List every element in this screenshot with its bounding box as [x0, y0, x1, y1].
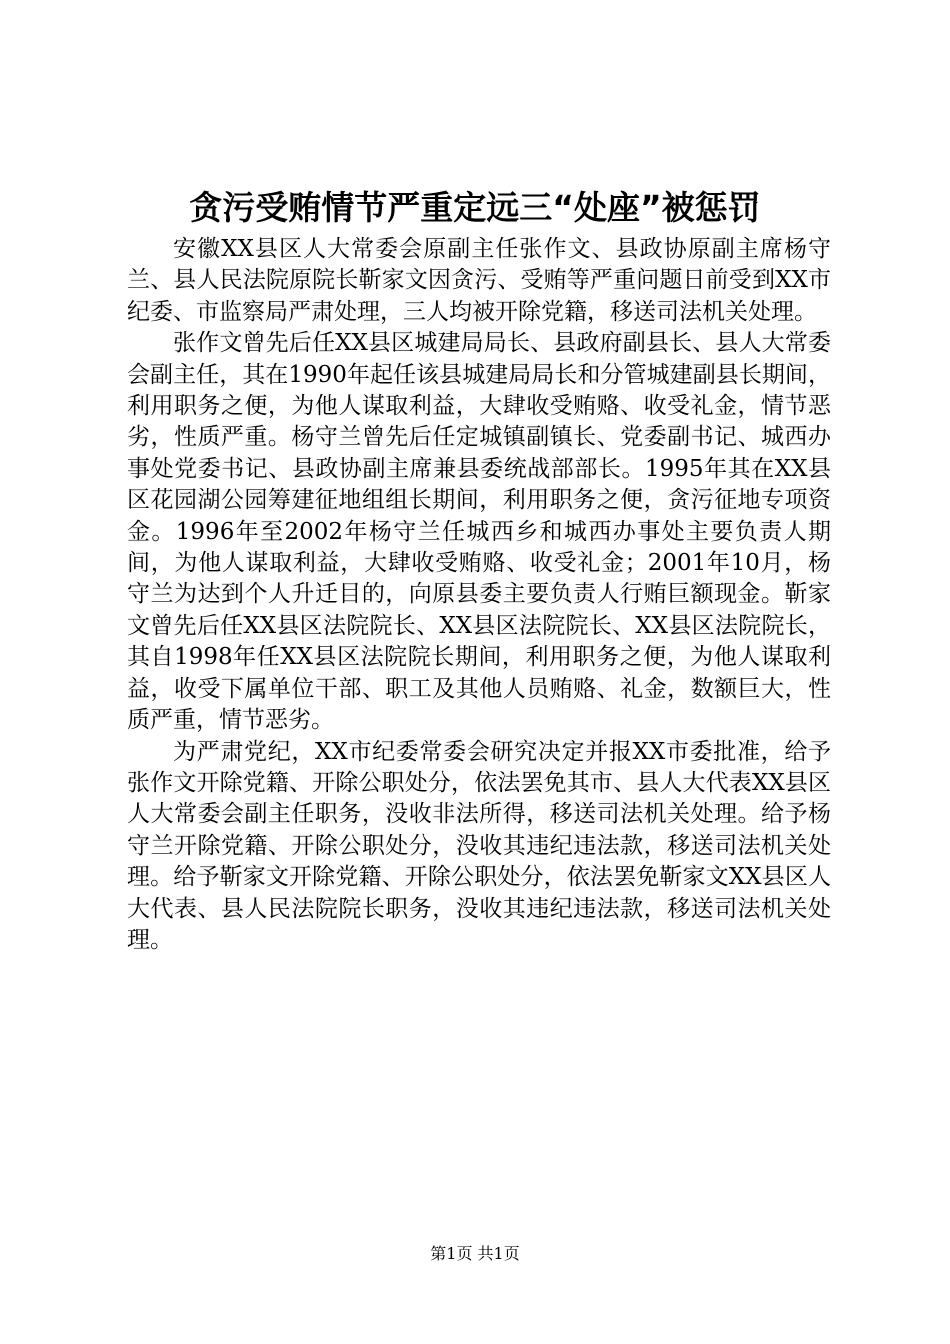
document-body — [127, 234, 831, 956]
page-footer: 第1页 共1页 — [430, 1244, 520, 1263]
paragraph-2: 张作文曾先后任XX县区城建局局长、县政府副县长、县人大常委会副主任，其在1990年起任该县城建局局长和分管城建副县长期间，利用职务之便，为他人谋取利益，大肆收受贿赂、收受礼金，情节恶劣，性质严重。杨守兰曾先后任定城镇副镇长、党委副书记、城西办事处党委书记、县政协副主席兼县委统战部部长。1995年其在XX县区花园湖公园筹建征地组组长期间，利用职务之便，贪污征地专项资金。1996年至2002年杨守兰任城西乡和城西办事处主要负责人期间，为他人谋取利益，大肆收受贿赂、收受礼金；2001年10月，杨守兰为达到个人升迁目的，向原县委主要负责人行贿巨额现金。靳家文曾先后任XX县区法院院长、XX县区法院院长、XX县区法院院长，其自1998年任XX县区法院院长期间，利用职务之便，为他人谋取利益，收受下属单位干部、职工及其他人员贿赂、礼金，数额巨大，性质严重，情节恶劣。 — [127, 330, 831, 734]
paragraph-3: 为严肃党纪，XX市纪委常委会研究决定并报XX市委批准，给予张作文开除党籍、开除公职处分，依法罢免其市、县人大代表XX县区人大常委会副主任职务，没收非法所得，移送司法机关处理。给予杨守兰开除党籍、开除公职处分，没收其违纪违法款，移送司法机关处理。给予靳家文开除党籍、开除公职处分，依法罢免靳家文XX县区人大代表、县人民法院院长职务，没收其违纪违法款，移送司法机关处理。 — [127, 738, 831, 953]
document-title: 贪污受贿情节严重定远三“处座”被惩罚 — [189, 188, 761, 227]
paragraph-1: 安徽XX县区人大常委会原副主任张作文、县政协原副主席杨守兰、县人民法院原院长靳家文因贪污、受贿等严重问题日前受到XX市纪委、市监察局严肃处理，三人均被开除党籍，移送司法机关处理。 — [127, 236, 831, 325]
